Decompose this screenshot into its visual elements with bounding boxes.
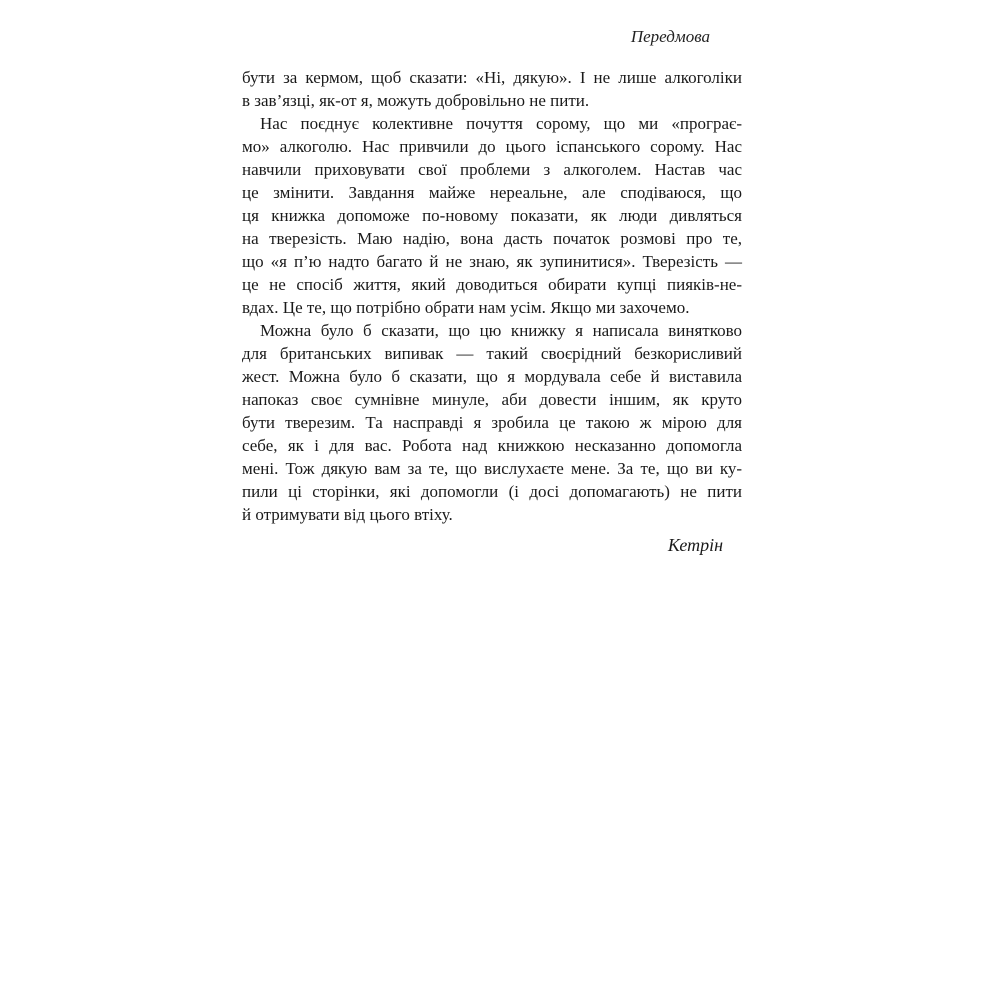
author-signature: Кетрін — [667, 535, 723, 555]
text-line: що «я п’ю надто багато й не знаю, як зупинитися». Тверезість — — [242, 252, 742, 271]
text-line: це не спосіб життя, який доводиться обирати купці пияків-не- — [242, 275, 742, 294]
text-line: навчили приховувати свої проблеми з алкоголем. Настав час — [242, 160, 742, 179]
text-line: на тверезість. Маю надію, вона дасть початок розмові про те, — [242, 229, 742, 248]
text-line: мо» алкоголю. Нас привчили до цього іспанського сорому. Нас — [242, 137, 742, 156]
text-line: жест. Можна було б сказати, що я мордувала себе й виставила — [242, 367, 742, 386]
text-line: для британських випивак — такий своєрідний безкорисливий — [242, 344, 742, 363]
body-text — [242, 66, 742, 526]
text-line: напоказ своє сумнівне минуле, аби довести іншим, як круто — [242, 390, 742, 409]
text-line: в зав’язці, як-от я, можуть добровільно не пити. — [242, 91, 590, 110]
paragraph — [242, 66, 742, 112]
text-line: й отримувати від цього втіху. — [242, 505, 453, 524]
paragraph — [242, 319, 742, 526]
text-line: мені. Тож дякую вам за те, що вислухаєте мене. За те, що ви ку- — [242, 459, 742, 478]
text-line: ця книжка допоможе по-новому показати, як люди дивляться — [242, 206, 742, 225]
text-line: пили ці сторінки, які допомогли (і досі допомагають) не пити — [242, 482, 742, 501]
text-line: Нас поєднує колективне почуття сорому, що ми «програє- — [260, 114, 742, 133]
text-line: себе, як і для вас. Робота над книжкою несказанно допомогла — [242, 436, 742, 455]
text-line: це змінити. Завдання майже нереальне, але сподіваюся, що — [242, 183, 742, 202]
paragraph — [242, 112, 742, 319]
text-line: вдах. Це те, що потрібно обрати нам усім. Якщо ми захочемо. — [242, 298, 690, 317]
text-line: Можна було б сказати, що цю книжку я написала винятково — [260, 321, 742, 340]
running-head: Передмова — [630, 27, 710, 46]
text-line: бути за кермом, щоб сказати: «Ні, дякую». І не лише алкоголіки — [242, 68, 742, 87]
text-line: бути тверезим. Та насправді я зробила це такою ж мірою для — [242, 413, 742, 432]
